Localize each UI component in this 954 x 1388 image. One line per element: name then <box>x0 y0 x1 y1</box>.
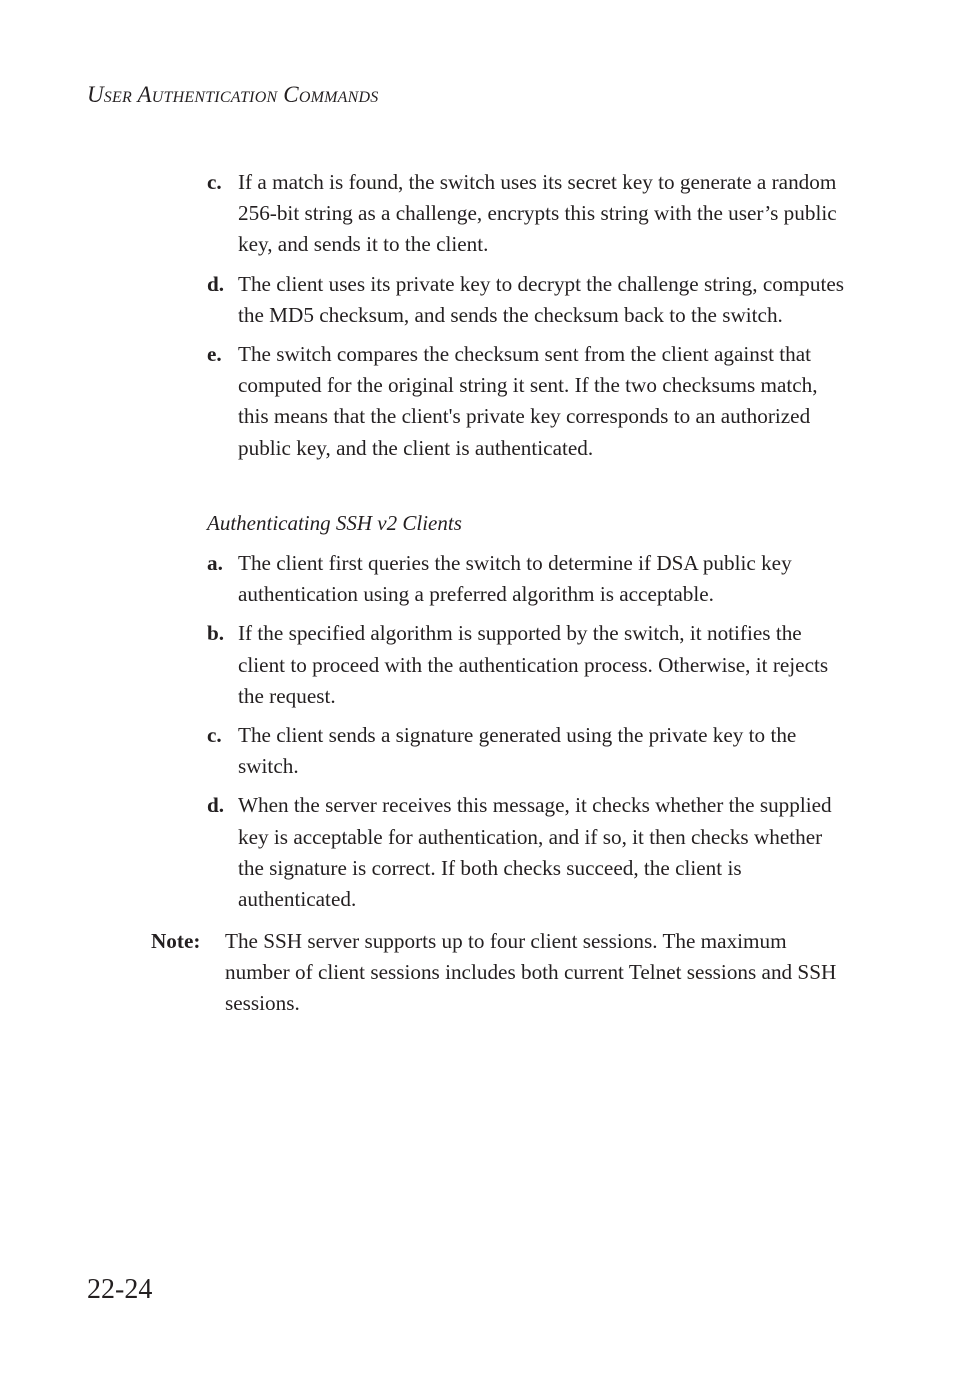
list-item <box>207 269 847 331</box>
ssh-v2-steps-list <box>207 548 847 915</box>
list-marker: c. <box>207 723 222 748</box>
list-item-text: If the specified algorithm is supported by the switch, it notifies the client to proceed with the authentication process. Otherwise, it rejects the request. <box>238 621 829 708</box>
ssh-v1-steps-list <box>207 167 847 464</box>
list-item-text: If a match is found, the switch uses its secret key to generate a random 256-bit string as a challenge, encrypts this string with the user’s public key, and sends it to the client. <box>238 170 837 257</box>
list-marker: b. <box>207 621 225 646</box>
list-item-text: When the server receives this message, it checks whether the supplied key is acceptable for authentication, and if so, it then checks whether the signature is correct. If both checks succeed, the client is authenticated. <box>238 793 832 912</box>
note-block <box>151 926 847 1020</box>
running-header: User Authentication Commands <box>87 82 379 107</box>
list-item <box>207 548 847 610</box>
list-item <box>207 790 847 915</box>
list-marker: a. <box>207 551 223 575</box>
list-marker: d. <box>207 793 225 818</box>
page-number: 22-24 <box>87 1274 153 1305</box>
list-item <box>207 339 847 464</box>
list-item <box>207 618 847 712</box>
list-item-text: The client uses its private key to decrypt the challenge string, computes the MD5 checksum, and sends the checksum back to the switch. <box>238 271 845 327</box>
list-marker: d. <box>207 271 225 296</box>
list-item-text: The switch compares the checksum sent from the client against that computed for the original string it sent. If the two checksums match, this means that the client's private key corresponds to an authorized public key, and the client is authenticated. <box>238 342 818 460</box>
note-label: Note: <box>151 929 201 953</box>
note-text: The SSH server supports up to four client sessions. The maximum number of client sessions includes both current Telnet sessions and SSH sessions. <box>225 929 837 1016</box>
list-item <box>207 720 847 782</box>
list-item-text: The client first queries the switch to determine if DSA public key authentication using a preferred algorithm is acceptable. <box>238 551 792 607</box>
list-item-text: The client sends a signature generated using the private key to the switch. <box>238 723 797 779</box>
section-subheading: Authenticating SSH v2 Clients <box>207 511 462 535</box>
list-item <box>207 167 847 261</box>
list-marker: e. <box>207 342 222 367</box>
list-marker: c. <box>207 170 222 194</box>
